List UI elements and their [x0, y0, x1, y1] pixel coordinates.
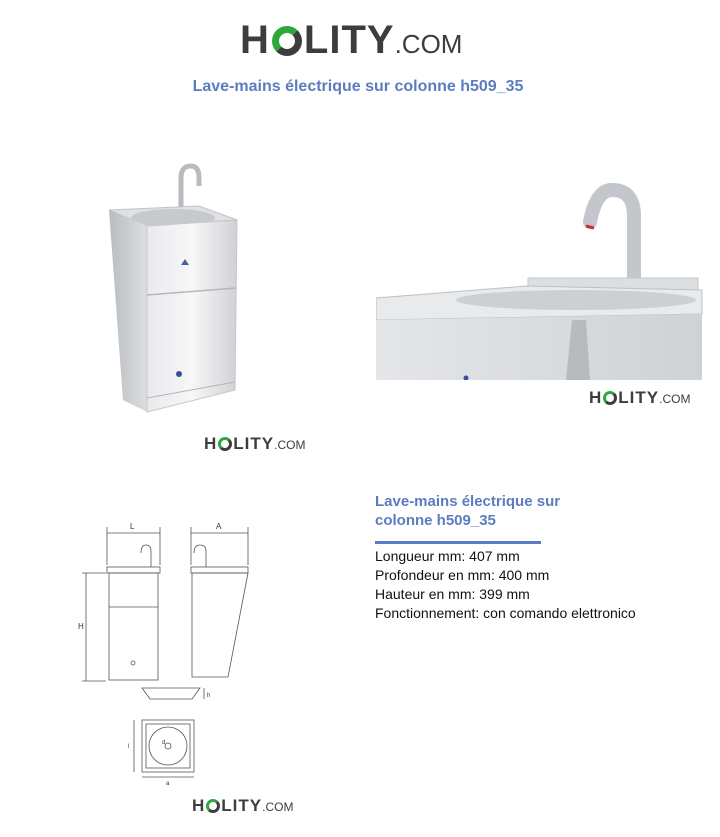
- label-basin-bottom: a: [166, 781, 170, 787]
- spec-list: [375, 547, 636, 623]
- detail-holity-logo: H LITY .COM: [589, 388, 691, 407]
- spec-item-height: Hauteur en mm: 399 mm: [375, 586, 530, 602]
- front-holity-logo: H LITY .COM: [204, 434, 306, 453]
- drawing-holity-logo: H LITY .COM: [192, 796, 294, 815]
- logo-letter-h: H: [240, 18, 270, 62]
- product-detail-image[interactable]: [376, 180, 706, 380]
- logo-letters: LITY: [303, 18, 395, 62]
- label-basin-side: l: [128, 744, 130, 750]
- spec-item-operation: Fonctionnement: con comando elettronico: [375, 605, 636, 621]
- technical-drawing[interactable]: [78, 515, 288, 790]
- spec-item-depth: Profondeur en mm: 400 mm: [375, 567, 550, 583]
- logo-ring-icon: [272, 26, 302, 56]
- spec-item-length: Longueur mm: 407 mm: [375, 548, 520, 564]
- holity-logo[interactable]: [240, 18, 462, 63]
- spec-divider: [375, 541, 541, 544]
- label-depth: A: [216, 522, 222, 531]
- page-title: Lave-mains électrique sur colonne h509_35: [192, 78, 524, 95]
- logo-ring-icon: [603, 391, 617, 405]
- label-width: L: [130, 522, 135, 531]
- logo-ring-icon: [206, 799, 220, 813]
- spec-title: Lave-mains électrique sur colonne h509_35: [375, 493, 561, 529]
- label-height: H: [78, 622, 84, 631]
- logo-ring-icon: [218, 437, 232, 451]
- label-basin-height: h: [207, 693, 211, 699]
- product-front-image[interactable]: [95, 160, 250, 420]
- label-drain: d: [162, 740, 166, 746]
- logo-suffix: .COM: [394, 29, 463, 59]
